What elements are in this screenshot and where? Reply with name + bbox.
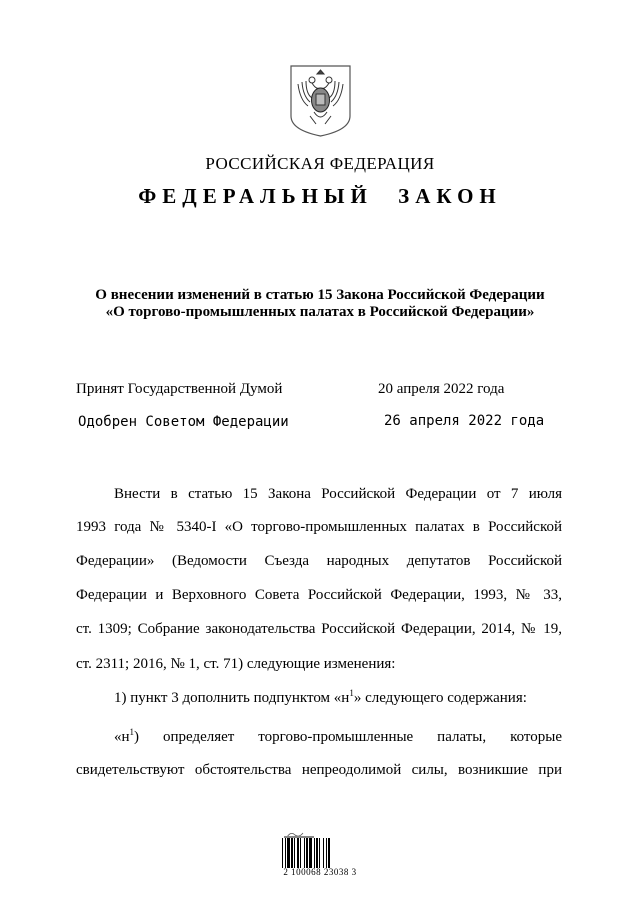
body-paragraph-line: ст. 2311; 2016, № 1, ст. 71) следующие изменения: — [76, 656, 396, 672]
amendment-item-1: 1) пункт 3 дополнить подпунктом «$н^1$» следующего содержания: — [114, 688, 527, 706]
law-title-line-1: О внесении изменений в статью 15 Закона Российской Федерации — [95, 287, 545, 303]
law-title-line-2: «О торгово-промышленных палатах в Российской Федерации» — [105, 304, 535, 320]
council-approval-label: Одобрен Советом Федерации — [78, 414, 289, 430]
duma-adoption-date: 20 апреля 2022 года — [378, 381, 505, 397]
country-name: РОССИЙСКАЯ ФЕДЕРАЦИЯ — [205, 154, 435, 173]
body-paragraph-line: 1993 года № 5340-I «О торгово-промышленных палатах в Российской — [76, 519, 562, 535]
duma-adoption-label: Принят Государственной Думой — [76, 381, 283, 397]
amendment-quote-line: свидетельствуют обстоятельства непреодолимой силы, возникшие при — [76, 762, 562, 778]
registration-stamp-icon — [281, 826, 356, 836]
body-paragraph-line: Внести в статью 15 Закона Российской Федерации от 7 июля — [114, 486, 562, 502]
barcode-icon — [281, 838, 357, 868]
barcode-number: 2 100068 23038 3 — [283, 867, 357, 877]
coat-of-arms-icon — [288, 64, 353, 138]
amendment-quote-line: «$н^1$) определяет торгово-промышленные палаты, которые — [114, 727, 562, 745]
body-paragraph-line: Федерации и Верховного Совета Российской Федерации, 1993, № 33, — [76, 587, 562, 603]
body-paragraph-line: ст. 1309; Собрание законодательства Российской Федерации, 2014, № 19, — [76, 621, 562, 637]
body-paragraph-line: Федерации» (Ведомости Съезда народных депутатов Российской — [76, 553, 562, 569]
document-type-heading: ФЕДЕРАЛЬНЫЙ ЗАКОН — [138, 184, 502, 208]
council-approval-date: 26 апреля 2022 года — [384, 413, 545, 429]
